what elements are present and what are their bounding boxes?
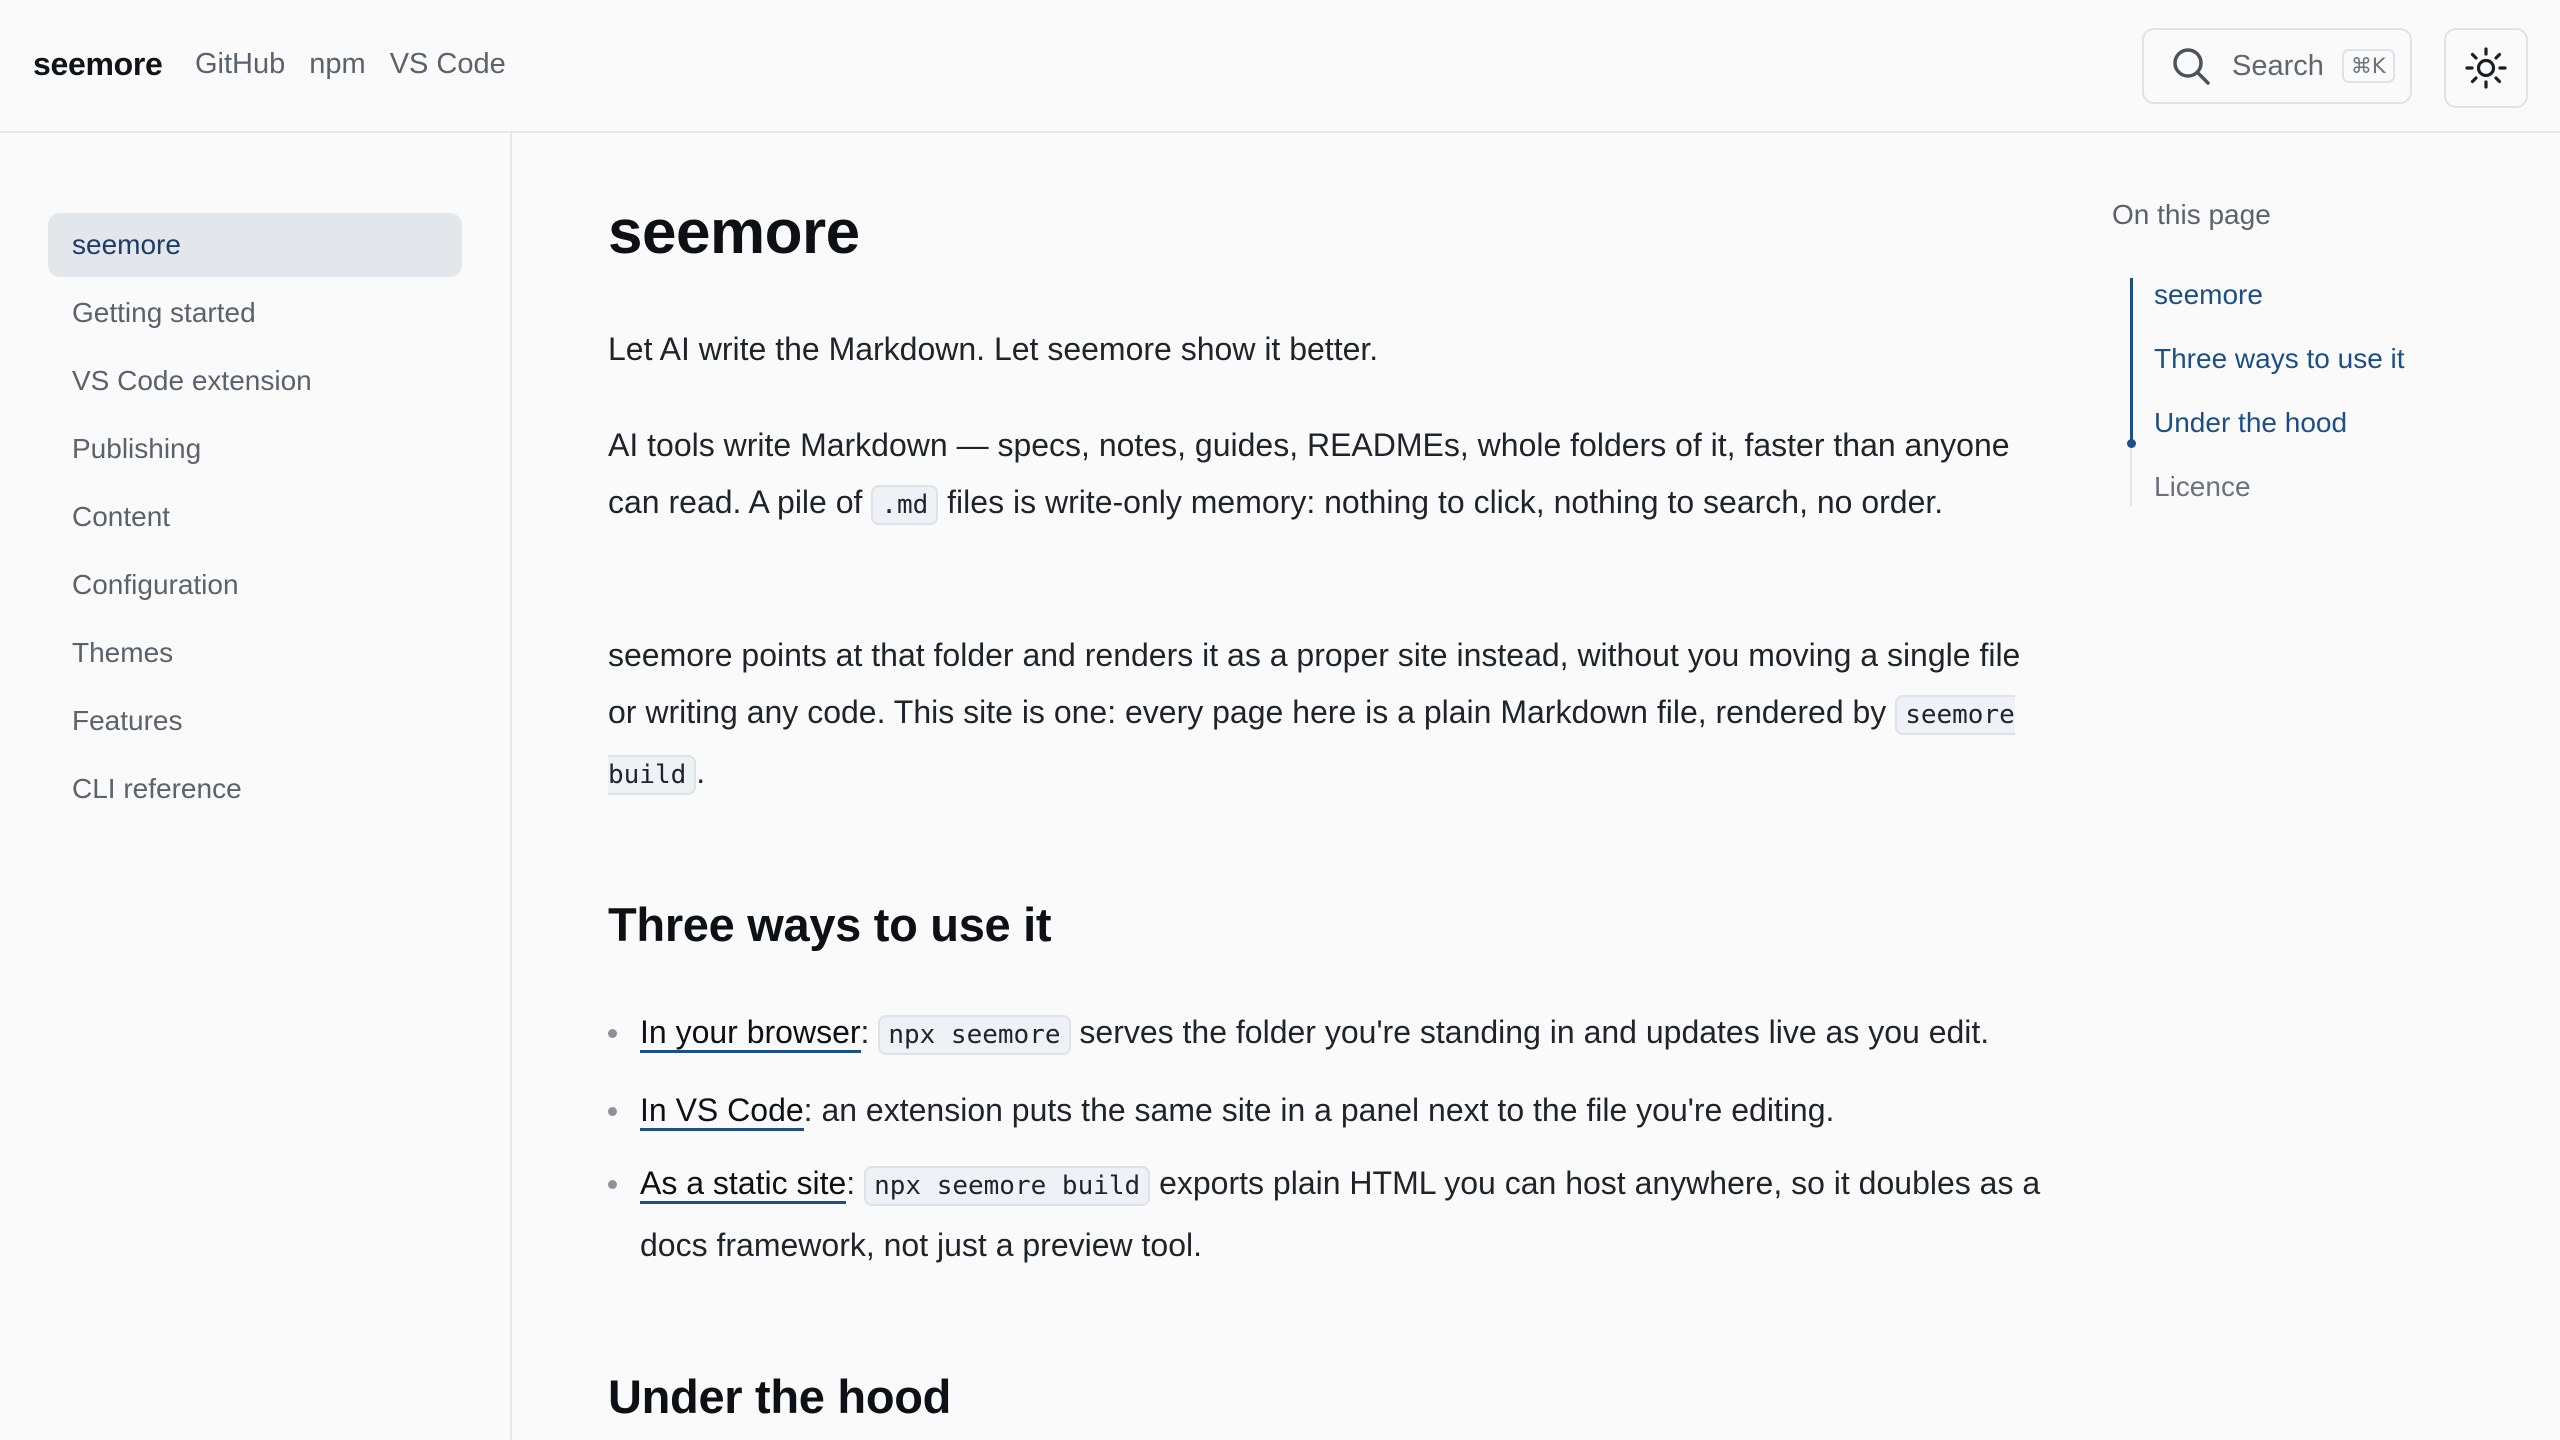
toc-item-three-ways[interactable]: Three ways to use it [2154,343,2405,374]
toc-item-seemore[interactable]: seemore [2154,279,2263,310]
sidebar-item-themes[interactable]: Themes [72,637,174,668]
paragraph-3-text-a: seemore points at that folder and renders it as a proper site instead, without you moving a single file or writing any code. This site is one: every page here is a plain Markdown file, rendered by [608,637,2021,730]
bullet-2-text: : an extension puts the same site in a panel next to the file you're editing. [803,1092,1835,1128]
top-nav [195,48,506,81]
toc-item-under-the-hood[interactable]: Under the hood [2154,407,2348,438]
sidebar-item-cli-reference[interactable]: CLI reference [72,773,242,804]
sidebar-item-seemore[interactable]: seemore [48,213,462,277]
paragraph-3 [608,627,2028,804]
nav-link-vscode[interactable]: VS Code [389,48,506,80]
link-as-a-static-site[interactable]: As a static site [640,1165,846,1204]
paragraph-2 [608,417,2028,534]
sidebar [0,133,512,1440]
paragraph-3-text-b: . [696,754,706,790]
search-button[interactable] [2142,28,2412,104]
toc-item-licence[interactable]: Licence [2154,471,2251,502]
usage-list [608,1003,2048,1275]
bullet-1-text: serves the folder you're standing in and updates live as you edit. [1079,1014,1990,1050]
search-icon [2170,45,2212,87]
nav-link-github[interactable]: GitHub [195,48,286,80]
bullet-3-text: exports plain HTML you can host anywhere, so it doubles as a docs framework, not just a preview tool. [640,1165,2041,1263]
sidebar-item-configuration[interactable]: Configuration [72,569,239,600]
nav-link-npm[interactable]: npm [309,48,366,80]
toc-heading: On this page [2112,199,2271,230]
list-item [608,1081,2048,1140]
page-title: seemore [608,198,860,267]
theme-toggle-button[interactable] [2444,28,2528,108]
list-item: In your browser: npx seemore serves the folder you're standing in and updates live as you edit. [608,1003,2048,1065]
brand-logo[interactable]: seemore [33,46,163,82]
search-label: Search [2232,49,2324,82]
section-heading-three-ways: Three ways to use it [608,898,1052,951]
sun-icon [2464,46,2508,90]
sidebar-item-publishing[interactable]: Publishing [72,433,202,464]
top-bar [0,0,2560,133]
paragraph-2-text-a: AI tools write Markdown — specs, notes, guides, READMEs, whole folders of it, faster than anyone can read. A pile of [608,427,2010,520]
inline-code-npx-seemore-build: npx seemore build [864,1166,1150,1206]
link-in-your-browser[interactable]: In your browser [640,1014,861,1053]
sidebar-item-features[interactable]: Features [72,705,183,736]
link-in-vs-code[interactable]: In VS Code [640,1092,804,1131]
sidebar-item-vscode-extension[interactable]: VS Code extension [72,365,312,396]
list-item: As a static site: npx seemore build exports plain HTML you can host anywhere, so it doubles as a docs framework, not just a preview tool. [608,1154,2048,1275]
sidebar-item-content[interactable]: Content [72,501,171,532]
paragraph-2-text-b: files is write-only memory: nothing to click, nothing to search, no order. [947,484,1944,520]
search-shortcut: ⌘K [2342,49,2395,83]
section-heading-under-the-hood: Under the hood [608,1370,952,1423]
inline-code-npx-seemore: npx seemore [878,1015,1070,1055]
sidebar-item-getting-started[interactable]: Getting started [72,297,256,328]
inline-code-md: .md [871,485,938,525]
intro-paragraph: Let AI write the Markdown. Let seemore show it better. [608,331,1379,367]
toc-rail-active [2130,278,2133,444]
inline-code-seemore-build: seemore build [608,695,2015,795]
toc-position-dot [2127,439,2136,448]
